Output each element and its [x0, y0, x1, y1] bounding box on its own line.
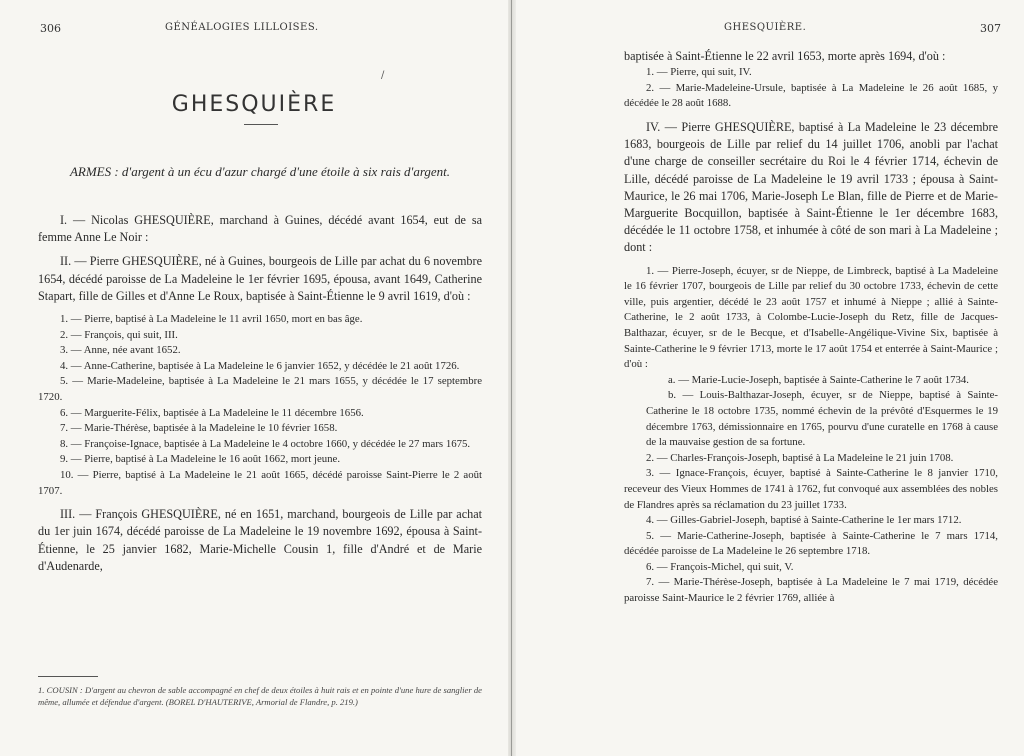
child-item: 2. — François, qui suit, III.: [60, 328, 178, 341]
footnote: 1. COUSIN : D'argent au chevron de sable accompagné en chef de deux étoiles à huit rais et en pointe d'une hure de sanglier de même, allumée et défendue d'argent. (BOREL D'HAUTERIVE, Armorial de Flandre, p. 219.): [38, 685, 482, 707]
book-gutter: [508, 0, 516, 756]
child-item: 2. — Marie-Madeleine-Ursule, baptisée à La Madeleine le 26 août 1685, y décédée le 28 août 1688.: [624, 81, 998, 110]
child-item: 3. — Anne, née avant 1652.: [60, 344, 181, 357]
left-page: [0, 0, 508, 756]
arms-description: ARMES : d'argent à un écu d'azur chargé d'une étoile à six rais d'argent.: [69, 164, 451, 179]
right-page: [516, 0, 1024, 756]
child-item: 10. — Pierre, baptisé à La Madeleine le 21 août 1665, décédé paroisse Saint-Pierre le 2 août 1707.: [38, 468, 482, 497]
paragraph-generation-iv: IV. — Pierre GHESQUIÈRE, baptisé à La Madeleine le 23 décembre 1683, bourgeois de Lille par relief du 14 juillet 1706, anobli par l'achat d'une charge de conseiller secrétaire du Roi le 4 février 1714, échevin de Lille, décédé paroisse de La Madeleine le 19 avril 1733 ; épousa à Saint-Maurice, le 26 mai 1706, Marie-Joseph Le Blan, fille de Pierre et de Marie-Marguerite Bocquillon, baptisée à Saint-Étienne le 1er décembre 1683, décédée le 11 octobre 1758, et inhumée à côté de son mari à La Madeleine ; dont :: [624, 119, 998, 255]
grandchild-item: b. — Louis-Balthazar-Joseph, écuyer, sr de Nieppe, baptisé à Sainte-Catherine le 18 octobre 1735, nommé échevin de la prévôté d'Esquermes le 19 décembre 1763, démissionnaire en 1765, pourvu d'une curatelle en 1768 à cause de la mauvaise gestion de sa fortune.: [646, 389, 998, 449]
page-number-left: 306: [40, 22, 61, 35]
child-item: 4. — Gilles-Gabriel-Joseph, baptisé à Sainte-Catherine le 1er mars 1712.: [646, 514, 962, 527]
child-item: 6. — François-Michel, qui suit, V.: [646, 560, 794, 573]
paragraph-continuation: baptisée à Saint-Étienne le 22 avril 1653, morte après 1694, d'où :: [624, 49, 946, 63]
running-head-left: GÉNÉALOGIES LILLOISES.: [165, 22, 319, 33]
paragraph-generation-iii: III. — François GHESQUIÈRE, né en 1651, marchand, bourgeois de Lille par achat du 1er juin 1674, décédé paroisse de La Madeleine le 19 novembre 1692, épousa à Saint-Étienne, le 25 janvier 1682, Marie-Michelle Cousin 1, fille d'André et de Marie d'Audenarde,: [38, 507, 482, 573]
child-item: 5. — Marie-Madeleine, baptisée à La Madeleine le 21 mars 1655, y décédée le 17 septembre 1720.: [38, 375, 482, 403]
child-item: 2. — Charles-François-Joseph, baptisé à La Madeleine le 21 juin 1708.: [646, 451, 954, 464]
child-item: 8. — Françoise-Ignace, baptisée à La Madeleine le 4 octobre 1660, y décédée le 27 mars 1675.: [60, 437, 471, 450]
child-item: 6. — Marguerite-Félix, baptisée à La Madeleine le 11 décembre 1656.: [60, 406, 364, 419]
right-body: [624, 48, 998, 607]
grandchild-item: a. — Marie-Lucie-Joseph, baptisée à Sainte-Catherine le 7 août 1734.: [668, 373, 970, 386]
page-title: GHESQUIÈRE: [171, 92, 337, 117]
margin-mark: /: [381, 70, 385, 81]
child-item: 5. — Marie-Catherine-Joseph, baptisée à Sainte-Catherine le 7 mars 1714, décédée paroisse de La Madeleine le 26 septembre 1718.: [624, 529, 998, 558]
left-body: [38, 212, 482, 575]
page-number-right: 307: [980, 22, 1001, 35]
running-head-right: GHESQUIÈRE.: [724, 22, 807, 33]
child-item: 7. — Marie-Thérèse, baptisée à la Madeleine le 10 février 1658.: [60, 422, 338, 435]
paragraph-generation-i: I. — Nicolas GHESQUIÈRE, marchand à Guines, décédé avant 1654, eut de sa femme Anne Le Noir :: [38, 213, 482, 245]
child-item: 4. — Anne-Catherine, baptisée à La Madeleine le 6 janvier 1652, y décédée le 21 août 1726.: [60, 359, 460, 372]
child-item: 7. — Marie-Thérèse-Joseph, baptisée à La Madeleine le 7 mai 1719, décédée paroisse Saint-Maurice le 2 février 1769, alliée à: [624, 576, 998, 605]
footnote-rule: [38, 676, 98, 677]
child-item: 3. — Ignace-François, écuyer, baptisé à Sainte-Catherine le 8 janvier 1710, receveur des Vieux Hommes de 1741 à 1762, fut convoqué aux assemblées des nobles de Flandres après sa réclamation du 23 juillet 1733.: [624, 467, 998, 511]
child-item: 1. — Pierre, baptisé à La Madeleine le 11 avril 1650, mort en bas âge.: [60, 313, 363, 326]
child-item: 1. — Pierre, qui suit, IV.: [646, 66, 752, 79]
paragraph-generation-ii: II. — Pierre GHESQUIÈRE, né à Guines, bourgeois de Lille par achat du 6 novembre 1654, décédé paroisse de La Madeleine le 1er février 1695, épousa, avant 1649, Catherine Stapart, fille de Gilles et d'Anne Le Roux, baptisée à Saint-Étienne le 9 avril 1619, d'où :: [38, 254, 482, 303]
child-item: 1. — Pierre-Joseph, écuyer, sr de Nieppe, de Limbreck, baptisé à La Madeleine le 16 février 1707, bourgeois de Lille par relief du 30 octobre 1733, échevin de cette ville, puis argentier, décédé le 23 août 1757 et inhumé à Nieppe ; allié à Sainte-Catherine, le 2 août 1733, à Colombe-Lucie-Joseph du Retz, fille de Jacques-Balthazar, écuyer, sr de le Becque, et d'Isabelle-Angélique-Vivine Six, baptisée à Sainte-Catherine le 9 février 1713, morte le 17 août 1754 et enterrée à Saint-Maurice ; d'où :: [624, 264, 998, 371]
child-item: 9. — Pierre, baptisé à La Madeleine le 16 août 1662, mort jeune.: [60, 453, 341, 466]
title-rule: [244, 124, 278, 125]
